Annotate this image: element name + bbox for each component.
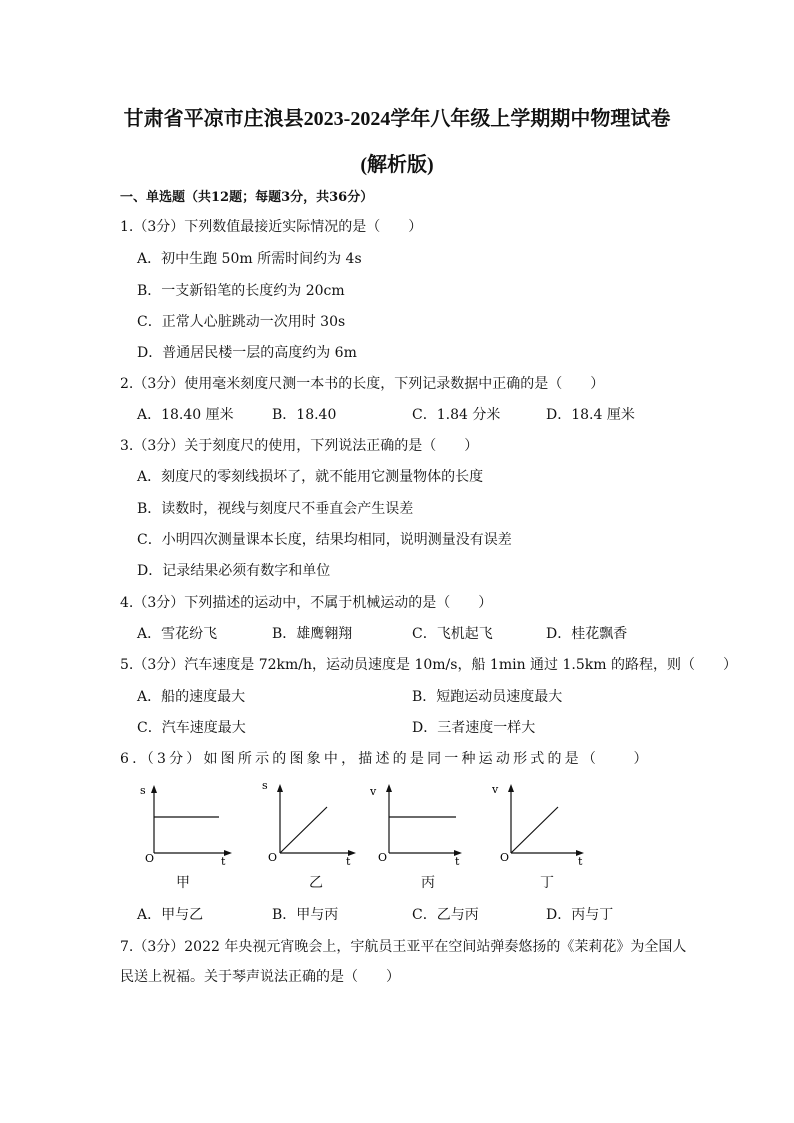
question-2-option-b: B．18.40 (272, 407, 337, 423)
question-1-stem: 1.（3分）下列数值最接近实际情况的是（ ） (120, 219, 423, 235)
graph-yi-caption: 乙 (309, 875, 323, 891)
question-4-option-b: B．雄鹰翱翔 (272, 626, 353, 642)
question-2-stem: 2.（3分）使用毫米刻度尺测一本书的长度，下列记录数据中正确的是（ ） (120, 376, 605, 392)
question-6-option-a: A．甲与乙 (137, 907, 204, 923)
graph-yi (262, 777, 362, 867)
document-subtitle: (解析版) (360, 154, 434, 176)
graph-jia-x-label: t (221, 855, 226, 867)
graph-bing-x-label: t (455, 855, 460, 867)
graph-jia (140, 782, 240, 867)
question-3-option-a: A．刻度尺的零刻线损坏了，就不能用它测量物体的长度 (137, 469, 484, 485)
question-4-option-d: D．桂花飘香 (546, 626, 628, 642)
graph-yi-origin: O (268, 851, 278, 864)
question-6-stem: 6.（3分）如图所示的图象中，描述的是同一种运动形式的是（ ） (120, 751, 651, 767)
question-1-option-d: D．普通居民楼一层的高度约为 6m (137, 345, 357, 361)
question-2-option-c: C．1.84 分米 (412, 407, 501, 423)
question-6-option-d: D．丙与丁 (546, 907, 614, 923)
question-4-option-c: C．飞机起飞 (412, 626, 493, 642)
question-1-option-a: A．初中生跑 50m 所需时间约为 4s (137, 251, 362, 267)
graph-yi-x-label: t (346, 855, 351, 867)
question-7-stem-line2: 民送上祝福。关于琴声说法正确的是（ ） (120, 969, 400, 985)
graph-bing (370, 781, 470, 867)
question-4-stem: 4.（3分）下列描述的运动中，不属于机械运动的是（ ） (120, 595, 493, 611)
question-3-option-d: D．记录结果必须有数字和单位 (137, 563, 331, 579)
section-heading: 一、单选题（共12题；每题3分，共36分） (120, 190, 374, 205)
question-1-option-b: B．一支新铅笔的长度约为 20cm (137, 283, 345, 299)
question-3-stem: 3.（3分）关于刻度尺的使用，下列说法正确的是（ ） (120, 438, 479, 454)
question-4-option-a: A．雪花纷飞 (137, 626, 218, 642)
question-6-option-b: B．甲与丙 (272, 907, 339, 923)
question-3-option-b: B．读数时，视线与刻度尺不垂直会产生误差 (137, 501, 414, 517)
question-5-stem: 5.（3分）汽车速度是 72km/h，运动员速度是 10m/s，船 1min 通过 1.5km 的路程，则（ ） (120, 657, 737, 673)
graph-bing-caption: 丙 (421, 875, 435, 891)
question-5-option-c: C．汽车速度最大 (137, 720, 246, 736)
question-1-option-c: C．正常人心脏跳动一次用时 30s (137, 314, 346, 330)
question-5-option-d: D．三者速度一样大 (412, 720, 536, 736)
graph-jia-caption: 甲 (176, 875, 190, 891)
document-title: 甘肃省平凉市庄浪县2023-2024学年八年级上学期期中物理试卷 (123, 108, 671, 130)
graph-ding-y-label: v (492, 783, 499, 796)
question-2-option-d: D．18.4 厘米 (546, 407, 635, 423)
question-5-option-b: B．短跑运动员速度最大 (412, 689, 563, 705)
question-5-option-a: A．船的速度最大 (137, 689, 246, 705)
question-6-option-c: C．乙与丙 (412, 907, 479, 923)
graph-bing-origin: O (378, 851, 388, 864)
graph-ding-x-label: t (578, 855, 583, 867)
graph-jia-y-label: s (140, 784, 146, 797)
graph-jia-origin: O (145, 852, 155, 865)
graph-ding-origin: O (500, 851, 510, 864)
question-3-option-c: C．小明四次测量课本长度，结果均相同，说明测量没有误差 (137, 532, 512, 548)
graph-ding-caption: 丁 (540, 875, 554, 891)
graph-bing-y-label: v (370, 785, 377, 798)
question-7-stem-line1: 7.（3分）2022 年央视元宵晚会上，宇航员王亚平在空间站弹奏悠扬的《茉莉花》为全国人 (120, 939, 687, 955)
graph-yi-y-label: s (262, 779, 268, 792)
question-2-option-a: A．18.40 厘米 (137, 407, 234, 423)
graph-ding (492, 779, 592, 867)
